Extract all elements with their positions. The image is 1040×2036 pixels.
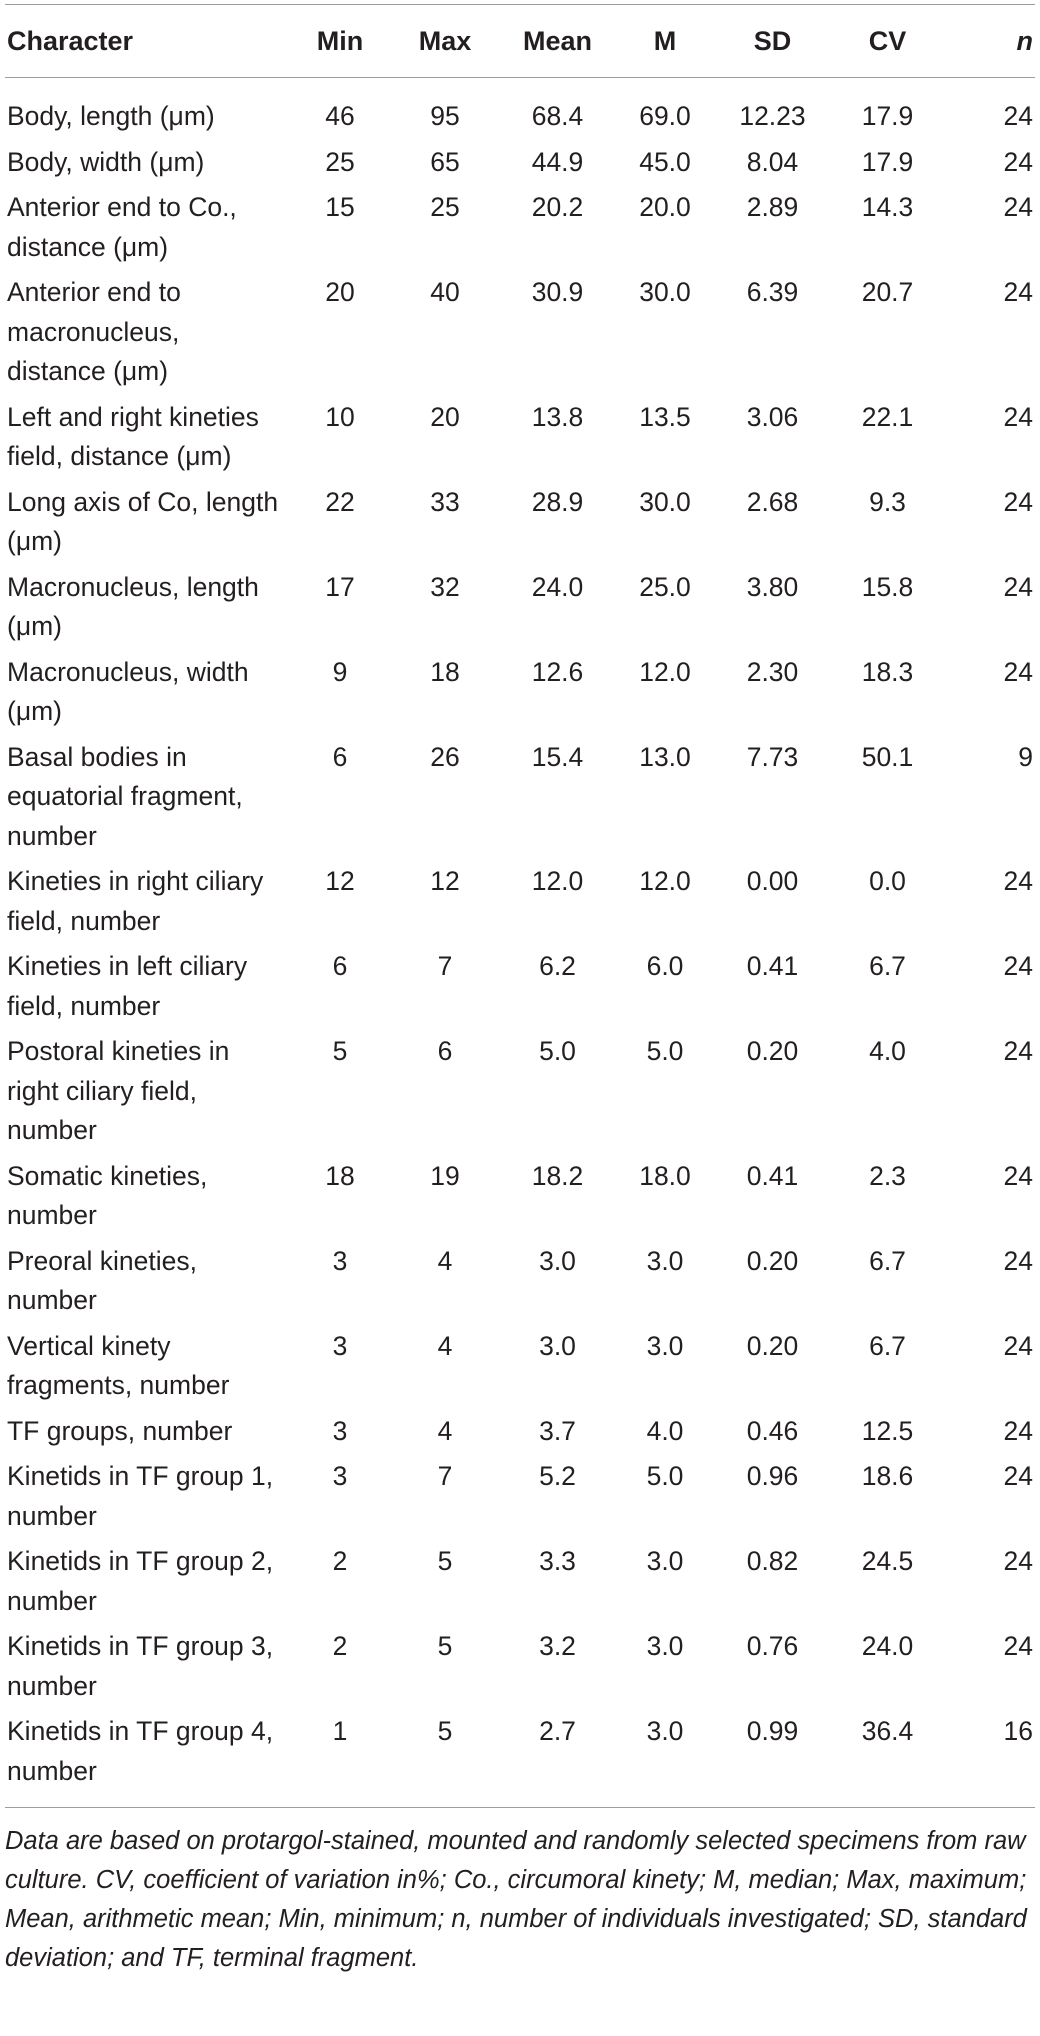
cell-character: Long axis of Co, length (μm) bbox=[7, 486, 279, 556]
cell-median: 18.0 bbox=[639, 1160, 691, 1191]
cell-mean: 5.0 bbox=[539, 1036, 576, 1066]
cell-mean: 44.9 bbox=[531, 146, 584, 177]
cell-mean: 30.9 bbox=[531, 277, 584, 307]
cell-median: 3.0 bbox=[646, 1546, 684, 1576]
cell-cv: 17.9 bbox=[861, 146, 914, 177]
header-sd: SD bbox=[715, 5, 830, 78]
cell-median: 3.0 bbox=[646, 1716, 684, 1746]
cell-cv: 20.7 bbox=[861, 277, 914, 307]
cell-character: Kineties in right ciliary field, number bbox=[7, 866, 264, 936]
table-row bbox=[5, 140, 1035, 186]
cell-n: 24 bbox=[1003, 1546, 1033, 1576]
cell-character: Somatic kineties, number bbox=[7, 1160, 208, 1230]
cell-character: Macronucleus, length (μm) bbox=[7, 571, 259, 641]
cell-cv: 12.5 bbox=[861, 1415, 914, 1446]
table-row bbox=[5, 1624, 1035, 1709]
cell-min: 6 bbox=[332, 951, 348, 981]
cell-median: 5.0 bbox=[646, 1461, 684, 1491]
cell-min: 18 bbox=[325, 1160, 355, 1191]
table-row bbox=[5, 1324, 1035, 1409]
cell-n: 24 bbox=[1003, 101, 1033, 131]
cell-cv: 24.5 bbox=[861, 1546, 914, 1576]
table-row bbox=[5, 270, 1035, 395]
cell-median: 20.0 bbox=[639, 192, 691, 222]
cell-min: 15 bbox=[325, 192, 355, 222]
cell-mean: 3.0 bbox=[539, 1245, 576, 1276]
cell-mean: 3.0 bbox=[539, 1330, 576, 1361]
cell-mean: 28.9 bbox=[531, 486, 584, 517]
cell-cv: 6.7 bbox=[869, 951, 906, 981]
cell-mean: 6.2 bbox=[539, 951, 576, 981]
table-footnote: Data are based on protargol-stained, mounted and randomly selected specimens from raw culture. CV, coefficient of variation in%; Co., circumoral kinety; M, median; Max, maximum; Mean, arithmetic mean; Min, minimum; n, number of individuals investigated; SD, standard deviation; and TF, terminal fragment. bbox=[5, 1807, 1035, 1978]
table-row bbox=[5, 944, 1035, 1029]
cell-sd: 0.76 bbox=[746, 1631, 799, 1661]
header-cv: CV bbox=[830, 5, 945, 78]
cell-cv: 9.3 bbox=[869, 486, 906, 517]
cell-mean: 13.8 bbox=[531, 401, 584, 432]
cell-min: 6 bbox=[332, 741, 348, 772]
cell-median: 30.0 bbox=[639, 277, 691, 307]
cell-mean: 3.3 bbox=[539, 1546, 576, 1576]
cell-sd: 0.20 bbox=[746, 1245, 799, 1276]
cell-mean: 18.2 bbox=[531, 1160, 584, 1191]
cell-sd: 8.04 bbox=[746, 146, 799, 177]
cell-character: Basal bodies in equatorial fragment, number bbox=[7, 741, 243, 851]
cell-mean: 20.2 bbox=[531, 192, 584, 222]
cell-max: 5 bbox=[437, 1716, 453, 1746]
cell-mean: 12.0 bbox=[531, 866, 584, 896]
cell-character: Anterior end to macronucleus, distance (μm) bbox=[7, 277, 181, 386]
cell-min: 17 bbox=[325, 571, 355, 602]
cell-max: 18 bbox=[430, 656, 460, 687]
header-median: M bbox=[615, 5, 715, 78]
table-header-row bbox=[5, 5, 1035, 78]
cell-min: 46 bbox=[325, 101, 355, 131]
cell-median: 12.0 bbox=[639, 866, 691, 896]
cell-character: Vertical kinety fragments, number bbox=[7, 1330, 230, 1400]
cell-character: Postoral kineties in right ciliary field, number bbox=[7, 1036, 230, 1145]
header-max: Max bbox=[390, 5, 500, 78]
cell-median: 45.0 bbox=[639, 146, 691, 177]
cell-max: 4 bbox=[437, 1415, 453, 1446]
cell-sd: 2.68 bbox=[746, 486, 799, 517]
cell-n: 24 bbox=[1003, 1245, 1033, 1276]
cell-median: 4.0 bbox=[646, 1415, 684, 1446]
cell-n: 24 bbox=[1003, 146, 1033, 177]
cell-median: 12.0 bbox=[639, 656, 691, 687]
cell-max: 12 bbox=[430, 866, 460, 896]
cell-median: 5.0 bbox=[646, 1036, 684, 1066]
cell-median: 30.0 bbox=[639, 486, 691, 517]
cell-character: Body, width (μm) bbox=[7, 146, 205, 177]
table-row bbox=[5, 480, 1035, 565]
cell-max: 65 bbox=[430, 146, 460, 177]
cell-mean: 2.7 bbox=[539, 1716, 576, 1746]
table-row bbox=[5, 78, 1035, 140]
cell-n: 24 bbox=[1003, 401, 1033, 432]
cell-max: 5 bbox=[437, 1631, 453, 1661]
cell-mean: 3.2 bbox=[539, 1631, 576, 1661]
cell-n: 24 bbox=[1003, 1461, 1033, 1491]
cell-cv: 17.9 bbox=[861, 101, 914, 131]
cell-sd: 2.30 bbox=[746, 656, 799, 687]
cell-n: 24 bbox=[1003, 277, 1033, 307]
cell-n: 24 bbox=[1003, 1036, 1033, 1066]
cell-cv: 14.3 bbox=[861, 192, 914, 222]
cell-max: 5 bbox=[437, 1546, 453, 1576]
cell-median: 13.0 bbox=[639, 741, 691, 772]
header-min: Min bbox=[290, 5, 390, 78]
cell-sd: 2.89 bbox=[746, 192, 799, 222]
cell-min: 12 bbox=[325, 866, 355, 896]
cell-sd: 6.39 bbox=[746, 277, 799, 307]
cell-max: 7 bbox=[437, 1461, 453, 1491]
cell-max: 4 bbox=[437, 1330, 453, 1361]
table-row bbox=[5, 395, 1035, 480]
table-row bbox=[5, 1454, 1035, 1539]
cell-mean: 12.6 bbox=[531, 656, 584, 687]
cell-character: Left and right kineties field, distance (μm) bbox=[7, 401, 259, 471]
cell-n: 9 bbox=[1018, 741, 1033, 772]
cell-cv: 2.3 bbox=[869, 1160, 906, 1191]
table-row bbox=[5, 1539, 1035, 1624]
cell-character: Macronucleus, width (μm) bbox=[7, 656, 249, 726]
cell-n: 16 bbox=[1003, 1716, 1033, 1746]
cell-character: Kineties in left ciliary field, number bbox=[7, 951, 248, 1021]
cell-min: 3 bbox=[332, 1245, 348, 1276]
cell-cv: 18.3 bbox=[861, 656, 914, 687]
cell-character: Anterior end to Co., distance (μm) bbox=[7, 192, 237, 262]
cell-max: 25 bbox=[430, 192, 460, 222]
cell-sd: 3.06 bbox=[746, 401, 799, 432]
cell-median: 25.0 bbox=[639, 571, 691, 602]
cell-cv: 6.7 bbox=[869, 1245, 906, 1276]
cell-character: Kinetids in TF group 2, number bbox=[7, 1546, 274, 1616]
cell-n: 24 bbox=[1003, 571, 1033, 602]
cell-sd: 0.20 bbox=[746, 1330, 799, 1361]
cell-sd: 0.20 bbox=[746, 1036, 799, 1066]
cell-min: 2 bbox=[332, 1546, 348, 1576]
cell-sd: 0.41 bbox=[746, 1160, 799, 1191]
cell-median: 3.0 bbox=[646, 1330, 684, 1361]
cell-max: 19 bbox=[430, 1160, 460, 1191]
cell-character: Body, length (μm) bbox=[7, 101, 215, 131]
header-n: n bbox=[945, 5, 1035, 78]
cell-sd: 0.99 bbox=[746, 1716, 799, 1746]
cell-mean: 15.4 bbox=[531, 741, 584, 772]
cell-sd: 0.00 bbox=[746, 866, 799, 896]
table-row bbox=[5, 565, 1035, 650]
cell-n: 24 bbox=[1003, 192, 1033, 222]
cell-median: 13.5 bbox=[639, 401, 691, 432]
table-row bbox=[5, 1154, 1035, 1239]
cell-n: 24 bbox=[1003, 1330, 1033, 1361]
cell-min: 3 bbox=[332, 1415, 348, 1446]
cell-character: TF groups, number bbox=[7, 1415, 233, 1446]
cell-cv: 36.4 bbox=[861, 1716, 914, 1746]
cell-n: 24 bbox=[1003, 1631, 1033, 1661]
header-character: Character bbox=[5, 5, 290, 78]
cell-n: 24 bbox=[1003, 656, 1033, 687]
cell-sd: 0.41 bbox=[746, 951, 799, 981]
table-row bbox=[5, 859, 1035, 944]
cell-mean: 24.0 bbox=[531, 571, 584, 602]
cell-mean: 5.2 bbox=[539, 1461, 576, 1491]
table-row bbox=[5, 1239, 1035, 1324]
cell-character: Preoral kineties, number bbox=[7, 1245, 198, 1315]
cell-n: 24 bbox=[1003, 1160, 1033, 1191]
header-mean: Mean bbox=[500, 5, 615, 78]
cell-max: 32 bbox=[430, 571, 460, 602]
cell-sd: 0.46 bbox=[746, 1415, 799, 1446]
cell-cv: 24.0 bbox=[861, 1631, 914, 1661]
cell-n: 24 bbox=[1003, 866, 1033, 896]
cell-n: 24 bbox=[1003, 951, 1033, 981]
cell-max: 7 bbox=[437, 951, 453, 981]
cell-mean: 68.4 bbox=[531, 101, 584, 131]
cell-min: 25 bbox=[325, 146, 355, 177]
cell-min: 5 bbox=[332, 1036, 348, 1066]
cell-cv: 50.1 bbox=[861, 741, 914, 772]
cell-min: 2 bbox=[332, 1631, 348, 1661]
table-row bbox=[5, 1029, 1035, 1154]
cell-max: 6 bbox=[437, 1036, 453, 1066]
cell-cv: 0.0 bbox=[869, 866, 906, 896]
table-row bbox=[5, 1409, 1035, 1455]
cell-median: 3.0 bbox=[646, 1631, 684, 1661]
cell-cv: 18.6 bbox=[861, 1461, 914, 1491]
cell-min: 20 bbox=[325, 277, 355, 307]
cell-character: Kinetids in TF group 3, number bbox=[7, 1631, 274, 1701]
cell-character: Kinetids in TF group 1, number bbox=[7, 1461, 274, 1531]
cell-n: 24 bbox=[1003, 1415, 1033, 1446]
cell-n: 24 bbox=[1003, 486, 1033, 517]
cell-max: 33 bbox=[430, 486, 460, 517]
cell-max: 20 bbox=[430, 401, 460, 432]
cell-cv: 22.1 bbox=[861, 401, 914, 432]
cell-max: 4 bbox=[437, 1245, 453, 1276]
cell-min: 10 bbox=[325, 401, 355, 432]
cell-max: 95 bbox=[430, 101, 460, 131]
cell-cv: 6.7 bbox=[869, 1330, 906, 1361]
cell-sd: 0.82 bbox=[746, 1546, 799, 1576]
cell-min: 9 bbox=[332, 656, 348, 687]
cell-max: 26 bbox=[430, 741, 460, 772]
cell-sd: 12.23 bbox=[739, 101, 806, 131]
cell-sd: 0.96 bbox=[746, 1461, 799, 1491]
cell-cv: 4.0 bbox=[869, 1036, 906, 1066]
cell-max: 40 bbox=[430, 277, 460, 307]
table-row bbox=[5, 650, 1035, 735]
morphometric-table bbox=[5, 4, 1035, 1807]
cell-median: 6.0 bbox=[646, 951, 684, 981]
cell-character: Kinetids in TF group 4, number bbox=[7, 1716, 274, 1786]
cell-sd: 7.73 bbox=[746, 741, 799, 772]
table-row bbox=[5, 1709, 1035, 1807]
morphometric-table-container bbox=[5, 4, 1035, 1978]
cell-min: 1 bbox=[332, 1716, 348, 1746]
table-row bbox=[5, 185, 1035, 270]
table-body bbox=[5, 78, 1035, 1808]
cell-median: 3.0 bbox=[646, 1245, 684, 1276]
cell-min: 22 bbox=[325, 486, 355, 517]
cell-mean: 3.7 bbox=[539, 1415, 576, 1446]
cell-cv: 15.8 bbox=[861, 571, 914, 602]
cell-sd: 3.80 bbox=[746, 571, 799, 602]
cell-median: 69.0 bbox=[639, 101, 691, 131]
table-row bbox=[5, 735, 1035, 860]
cell-min: 3 bbox=[332, 1461, 348, 1491]
cell-min: 3 bbox=[332, 1330, 348, 1361]
